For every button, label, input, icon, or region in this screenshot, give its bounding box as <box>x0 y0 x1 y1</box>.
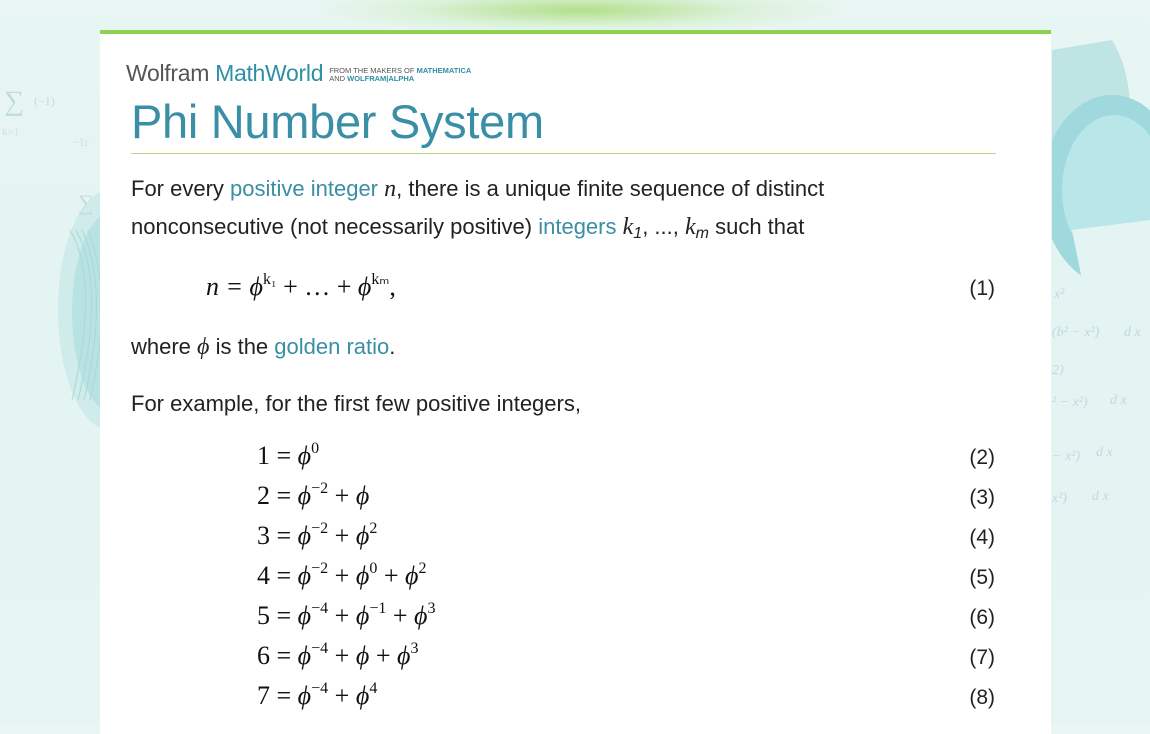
equation-row <box>257 681 377 711</box>
eq-exponent: −2 <box>311 560 329 577</box>
phi-symbol: ϕ <box>355 601 370 630</box>
equation-row <box>257 601 435 631</box>
phi-symbol: ϕ <box>357 272 372 301</box>
logo-mathworld-text: MathWorld <box>215 60 324 86</box>
svg-text:x²): x²) <box>1052 491 1068 506</box>
math-sub-1: 1 <box>633 225 643 242</box>
equation-1 <box>206 272 396 302</box>
svg-text:− x²): − x²) <box>1052 449 1081 464</box>
page-title: Phi Number System <box>131 95 544 148</box>
phi-symbol: ϕ <box>396 641 411 670</box>
equation-row <box>257 481 369 511</box>
paragraph-example: For example, for the first few positive integers, <box>131 391 581 416</box>
phi-symbol: ϕ <box>297 441 312 470</box>
svg-text:(b² − x²): (b² − x²) <box>1052 325 1100 340</box>
eq-lhs: n = <box>206 272 250 301</box>
eq-exponent: 2 <box>418 560 427 577</box>
equation-row <box>257 561 426 591</box>
svg-text:² − x²): ² − x²) <box>1052 395 1088 410</box>
phi-symbol: ϕ <box>355 641 370 670</box>
eq-plus: + <box>328 481 356 510</box>
svg-text:2): 2) <box>1052 363 1064 378</box>
eq-plus: + <box>328 521 356 550</box>
eq-lhs: 5 = <box>257 601 298 630</box>
equation-number: (8) <box>969 686 995 709</box>
math-var-k: k <box>684 214 696 240</box>
svg-text:x²: x² <box>1054 287 1065 302</box>
paragraph-intro <box>131 170 824 253</box>
svg-text:d x: d x <box>1124 325 1141 340</box>
eq-lhs: 7 = <box>257 681 298 710</box>
eq-plus: + <box>386 601 415 630</box>
math-phi: ϕ <box>197 334 210 360</box>
svg-text:d x: d x <box>1096 445 1113 460</box>
eq-exponent: 3 <box>410 640 419 657</box>
link-positive-integer[interactable]: positive integer <box>230 176 379 201</box>
eq-exponent: 0 <box>369 560 378 577</box>
eq-plus: + <box>369 641 397 670</box>
equation-row <box>257 521 377 551</box>
phi-symbol: ϕ <box>355 521 370 550</box>
logo-tagline-mathematica: MATHEMATICA <box>416 66 472 75</box>
text-segment: . <box>389 334 396 359</box>
text-segment: nonconsecutive (not necessarily positive) <box>131 214 539 239</box>
eq-exponent: 4 <box>369 680 378 697</box>
logo-wolfram-text: Wolfram <box>126 60 210 86</box>
eq-plus: + <box>328 681 356 710</box>
eq-exponent: 3 <box>427 600 436 617</box>
phi-symbol: ϕ <box>297 601 312 630</box>
wolfram-mathworld-logo[interactable] <box>126 60 471 86</box>
header-glow <box>320 0 840 34</box>
equation-number: (2) <box>969 446 995 469</box>
svg-text:d x: d x <box>1110 393 1127 408</box>
math-var-k: k <box>622 214 634 240</box>
background-decoration-right <box>1052 30 1150 630</box>
text-segment: For every <box>131 176 231 201</box>
logo-tagline-wolframalpha: WOLFRAM|ALPHA <box>347 74 415 83</box>
eq-plus: + <box>328 561 356 590</box>
phi-symbol: ϕ <box>404 561 419 590</box>
eq-exponent: −4 <box>311 600 329 617</box>
phi-symbol: ϕ <box>355 681 370 710</box>
svg-text:(−1): (−1) <box>34 94 55 108</box>
paragraph-golden-ratio <box>131 328 395 366</box>
eq-lhs: 4 = <box>257 561 298 590</box>
eq-exponent: kₘ <box>371 271 390 288</box>
background-decoration-left <box>0 80 100 480</box>
eq-tail: , <box>389 272 396 301</box>
eq-exponent: −2 <box>311 520 329 537</box>
eq-exponent: −4 <box>311 640 329 657</box>
logo-tagline-prefix-2: AND <box>329 74 346 83</box>
eq-exponent: 2 <box>369 520 378 537</box>
eq-exponent: −4 <box>311 680 329 697</box>
svg-text:d x: d x <box>1092 489 1109 504</box>
equation-number: (4) <box>969 526 995 549</box>
phi-symbol: ϕ <box>355 561 370 590</box>
math-var-n: n <box>384 176 397 202</box>
equation-number: (7) <box>969 646 995 669</box>
link-integers[interactable]: integers <box>538 214 617 239</box>
eq-exponent: k₁ <box>263 271 277 288</box>
logo-tagline-prefix-1: FROM THE MAKERS OF <box>329 66 415 75</box>
text-segment: is the <box>209 334 275 359</box>
eq-lhs: 1 = <box>257 441 298 470</box>
eq-exponent: −1 <box>369 600 387 617</box>
phi-symbol: ϕ <box>355 481 370 510</box>
text-segment: , there is a unique finite sequence of distinct <box>396 176 825 201</box>
phi-symbol: ϕ <box>414 601 428 630</box>
text-segment: where <box>131 334 198 359</box>
phi-symbol: ϕ <box>297 561 312 590</box>
equation-number-1: (1) <box>969 277 995 300</box>
equation-number: (3) <box>969 486 995 509</box>
phi-symbol: ϕ <box>297 641 312 670</box>
eq-exponent: 0 <box>311 440 320 457</box>
eq-lhs: 6 = <box>257 641 298 670</box>
logo-tagline <box>329 67 471 86</box>
phi-symbol: ϕ <box>297 521 312 550</box>
title-divider <box>131 153 996 154</box>
svg-text:∑: ∑ <box>4 86 24 117</box>
svg-text:−1r: −1r <box>72 135 89 149</box>
text-segment: , ..., <box>642 214 685 239</box>
eq-lhs: 2 = <box>257 481 298 510</box>
equation-number: (6) <box>969 606 995 629</box>
eq-exponent: −2 <box>311 480 329 497</box>
eq-operator: + … + <box>276 272 358 301</box>
phi-symbol: ϕ <box>297 681 312 710</box>
page-content <box>100 30 1051 734</box>
link-golden-ratio[interactable]: golden ratio <box>274 334 390 359</box>
eq-plus: + <box>377 561 405 590</box>
text-segment: such that <box>708 214 805 239</box>
eq-plus: + <box>328 641 356 670</box>
phi-symbol: ϕ <box>297 481 312 510</box>
svg-text:k=1: k=1 <box>2 126 20 138</box>
equation-row <box>257 441 319 471</box>
svg-text:∑: ∑ <box>78 190 94 215</box>
phi-symbol: ϕ <box>249 272 264 301</box>
eq-plus: + <box>328 601 356 630</box>
math-sub-m: m <box>695 225 709 242</box>
equation-number: (5) <box>969 566 995 589</box>
eq-lhs: 3 = <box>257 521 298 550</box>
equation-row <box>257 641 418 671</box>
